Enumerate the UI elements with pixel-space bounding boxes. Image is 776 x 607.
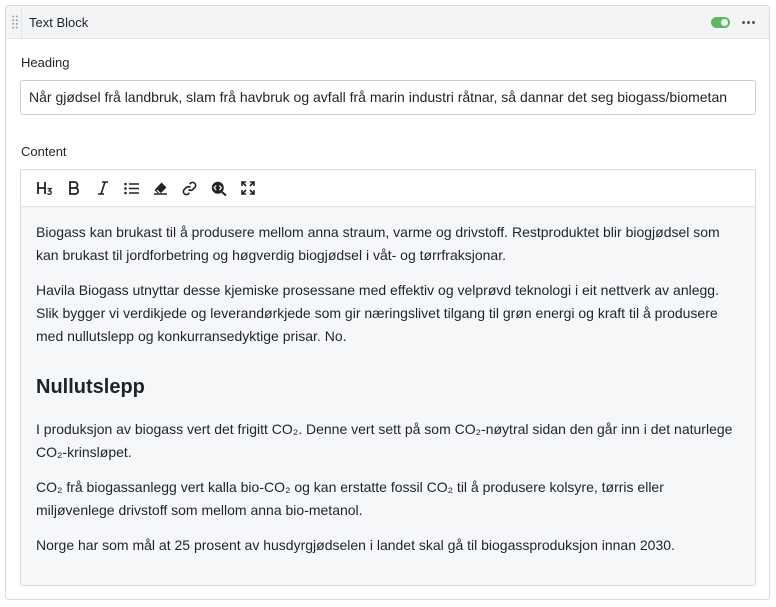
link-icon[interactable] <box>175 176 204 200</box>
content-heading: Nullutslepp <box>36 376 145 398</box>
content-paragraph: Biogass kan brukast til å produsere mellom anna straum, varme og drivstoff. Restproduktet blir biogjødsel som kan brukast til jordforbetring og høgverdig biogjødsel i våt- og tørrfraksjonar. <box>36 224 720 263</box>
content-paragraph: I produksjon av biogass vert det frigitt CO₂. Denne vert sett på som CO₂-nøytral sidan den går inn i det naturlege CO₂-krinsløpet. <box>36 421 733 460</box>
heading-input[interactable]: Når gjødsel frå landbruk, slam frå havbruk og avfall frå marin industri råtnar, så dannar det seg biogass/biometan <box>20 80 756 115</box>
fullscreen-icon[interactable] <box>233 176 262 200</box>
header-actions <box>711 6 755 38</box>
drag-handle-icon[interactable] <box>8 6 22 38</box>
block-header <box>6 6 769 39</box>
toggle-knob <box>721 19 728 26</box>
block-title: Text Block <box>29 14 89 30</box>
content-paragraph: Havila Biogass utnyttar desse kjemiske prosessane med effektiv og velprøvd teknologi i eit nettverk av anlegg. Slik bygger vi verdikjede og leverandørkjede som gir næringslivet tilgang til grøn energi og kraft til å produsere med nullutslepp og konkurransedyktige prisar. No. <box>36 282 719 344</box>
text-block-panel <box>5 5 770 600</box>
content-label: Content <box>21 144 67 159</box>
content-editor <box>20 169 756 586</box>
heading-3-icon[interactable] <box>30 176 59 200</box>
content-paragraph: CO₂ frå biogassanlegg vert kalla bio-CO₂ og kan erstatte fossil CO₂ til å produsere kolsyre, tørris eller miljøvenlege drivstoff som mellom anna bio-metanol. <box>36 479 664 518</box>
enable-toggle[interactable] <box>711 17 730 28</box>
bold-icon[interactable] <box>59 176 88 200</box>
editor-content-area[interactable] <box>21 207 755 585</box>
bullet-list-icon[interactable] <box>117 176 146 200</box>
italic-icon[interactable] <box>88 176 117 200</box>
more-options-icon[interactable] <box>742 21 755 24</box>
content-paragraph: Norge har som mål at 25 prosent av husdyrgjødselen i landet skal gå til biogassproduksjon innan 2030. <box>36 537 675 553</box>
eraser-icon[interactable] <box>146 176 175 200</box>
editor-toolbar <box>21 170 755 207</box>
preview-icon[interactable] <box>204 176 233 200</box>
heading-label: Heading <box>21 55 70 70</box>
